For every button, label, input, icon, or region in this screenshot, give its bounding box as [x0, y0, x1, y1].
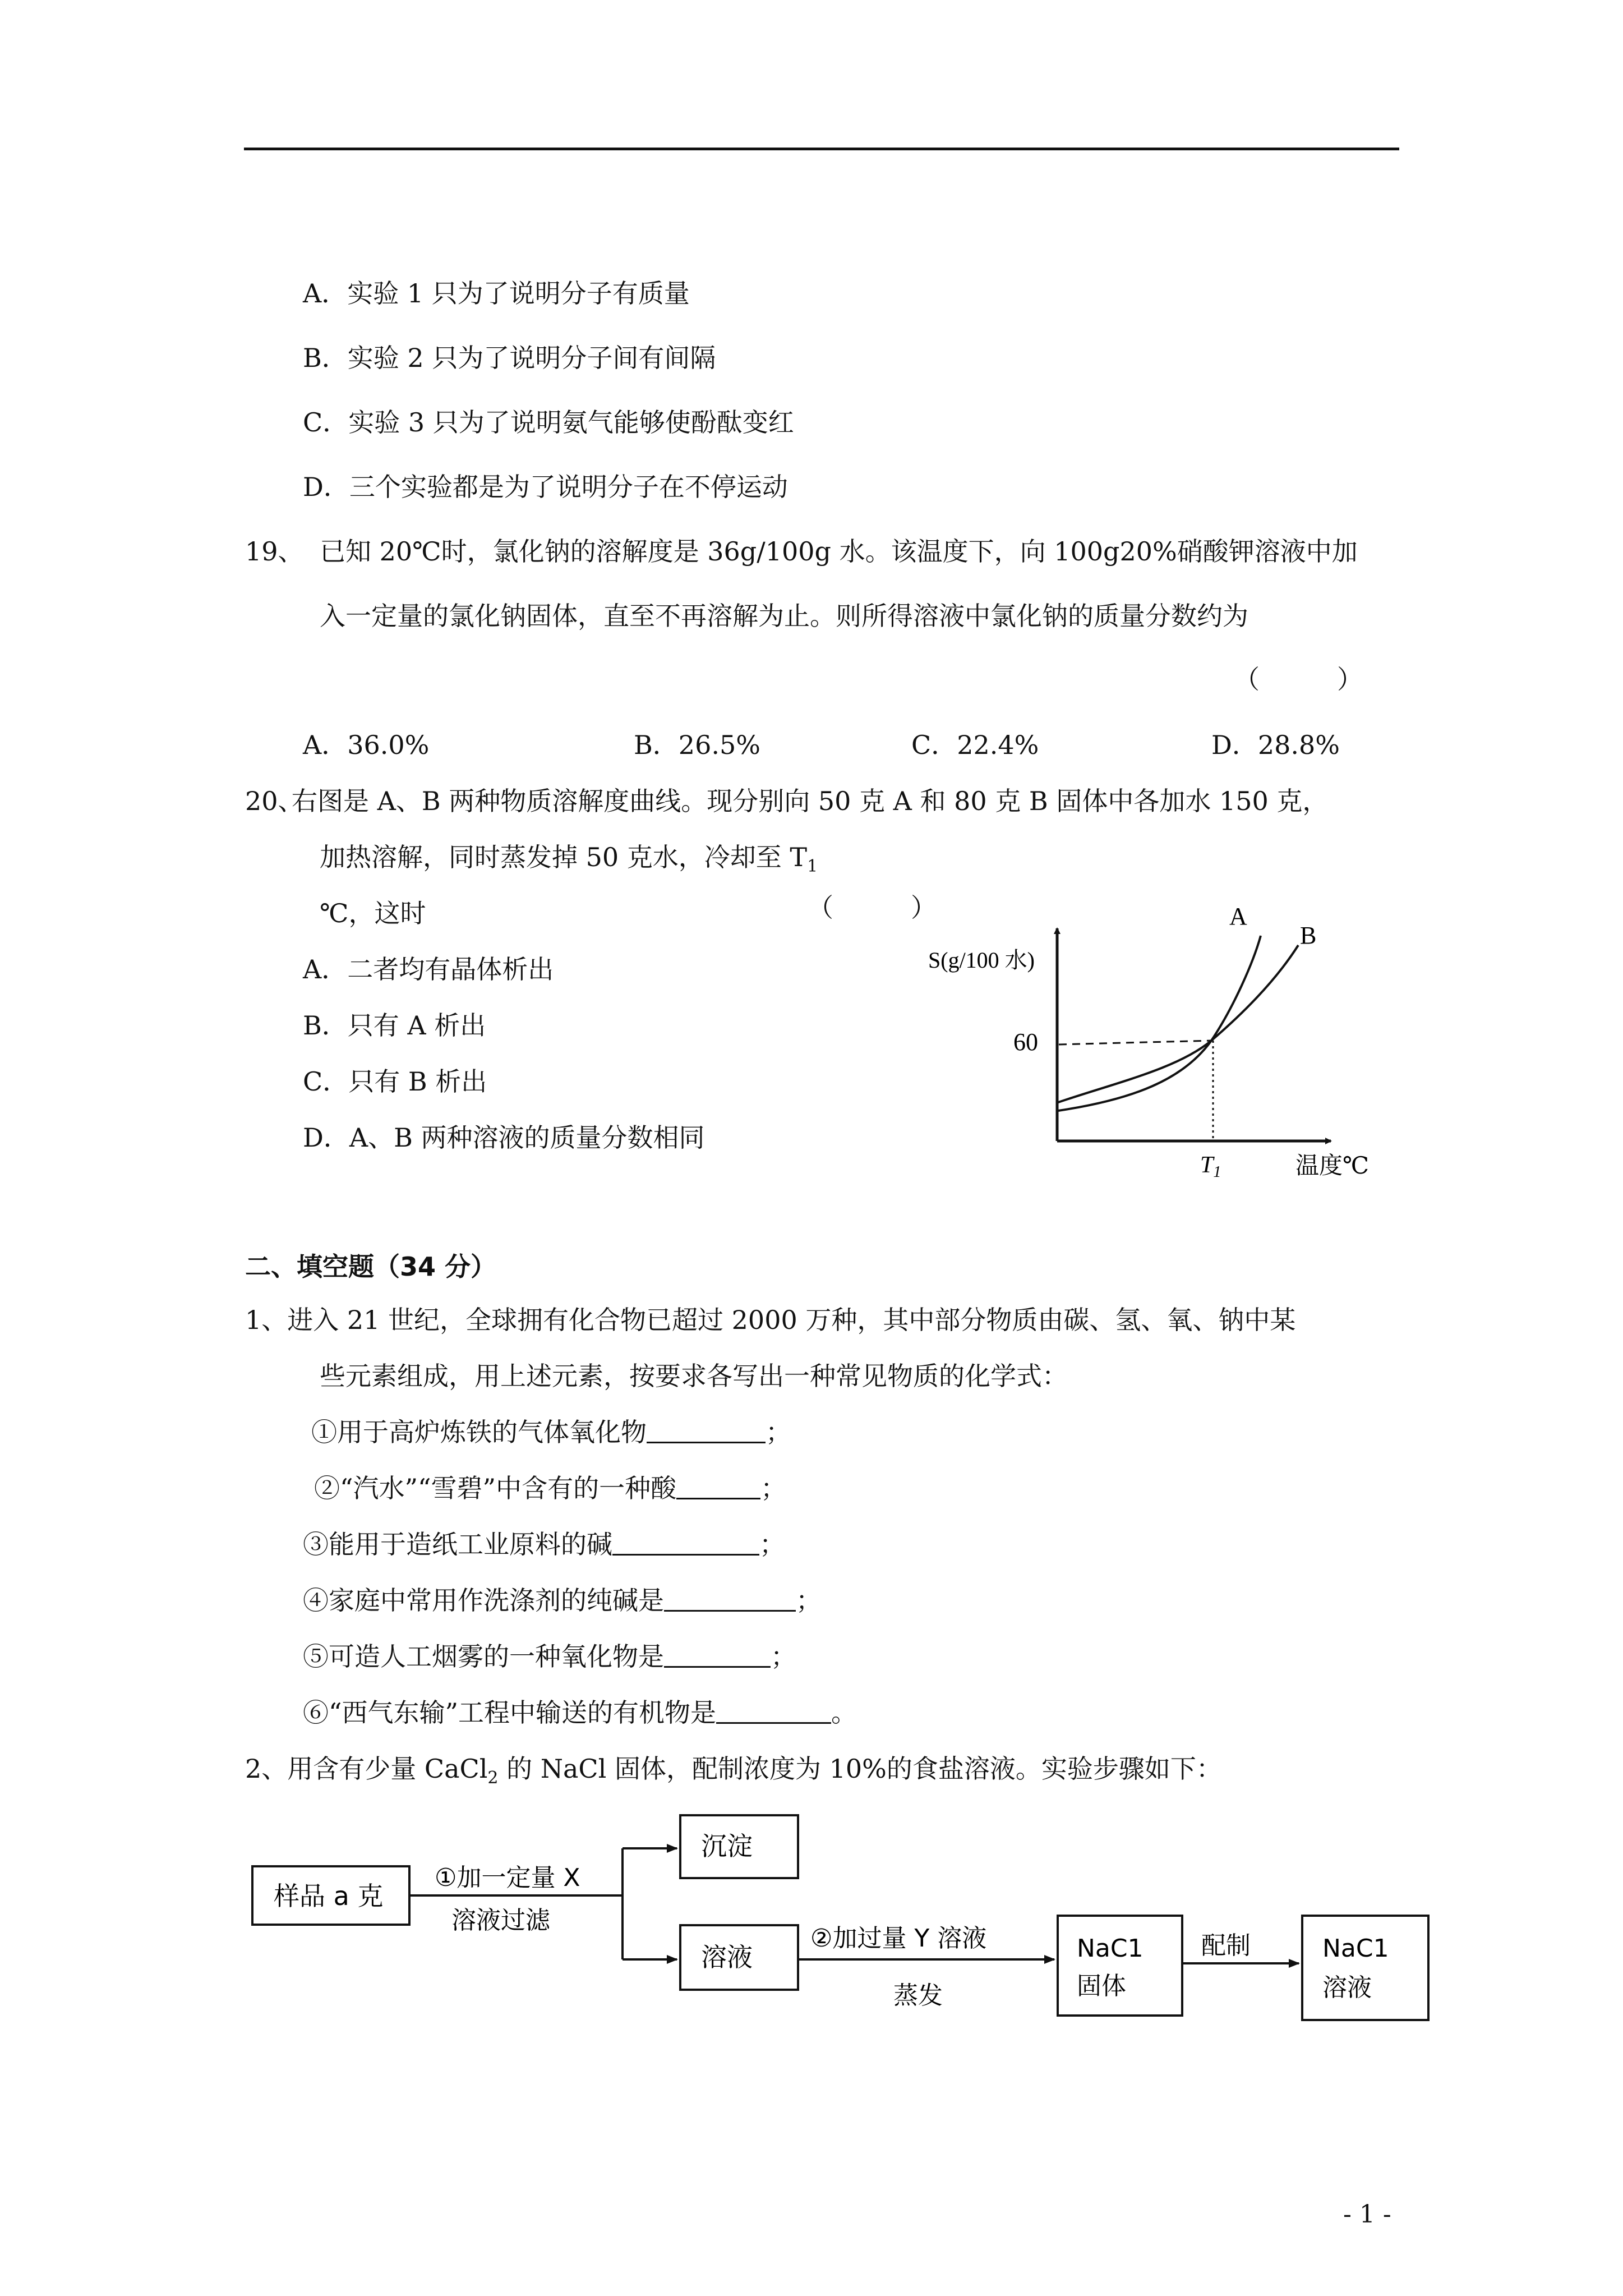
item-6-blank[interactable]: [716, 1697, 831, 1724]
item-1-blank[interactable]: [647, 1417, 766, 1443]
item-1-end: ；: [766, 1417, 791, 1447]
flow-solution-label: 溶液: [701, 1942, 753, 1972]
section2-title: 二、填空题（34 分）: [245, 1251, 497, 1282]
s2-q1-item-2: [314, 1471, 786, 1506]
q20-answer-paren: （ ）: [808, 892, 937, 923]
s2-q1-item-6: [303, 1695, 857, 1730]
item-2-end: ；: [760, 1473, 787, 1503]
flow-final-line2: 溶液: [1322, 1973, 1372, 2002]
q19-answer-paren: （ ）: [1234, 664, 1363, 694]
s2-q1-line1: 1、进入 21 世纪，全球拥有化合物已超过 2000 万种，其中部分物质由碳、氢、氧、钠中某: [245, 1305, 1296, 1335]
flow-solid-line2: 固体: [1077, 1972, 1126, 2000]
flow-solid-line1: NaC1: [1077, 1934, 1144, 1963]
flow-sample-label: 样品 a 克: [274, 1881, 384, 1911]
s2-q1-item-5: [303, 1639, 796, 1674]
item-2-text: ②“汽水”“雪碧”中含有的一种酸: [314, 1473, 677, 1503]
chart-xtick-t1: T1: [1200, 1152, 1221, 1181]
s2-q1-item-1: [311, 1415, 791, 1450]
chart-ylabel: S(g/100 水): [928, 947, 1035, 973]
flow-box-precipitate: [680, 1815, 798, 1878]
flow-box-solution: [680, 1925, 798, 1990]
q20-line3: ℃，这时: [320, 898, 426, 928]
s2-q1-item-3: [303, 1527, 785, 1562]
item-3-text: ③能用于造纸工业原料的碱: [303, 1529, 612, 1559]
item-1-text: ①用于高炉炼铁的气体氧化物: [311, 1417, 647, 1447]
item-5-text: ⑤可造人工烟雾的一种氧化物是: [303, 1641, 664, 1672]
page-number: - 1 -: [1343, 2200, 1391, 2229]
q18-option-c: C．实验 3 只为了说明氨气能够使酚酞变红: [303, 407, 794, 438]
flow-step1-bottom: 溶液过滤: [451, 1906, 550, 1935]
item-5-end: ；: [771, 1641, 796, 1672]
item-4-blank[interactable]: [664, 1585, 796, 1612]
chart-guide-60: [1059, 1041, 1211, 1045]
q19-choice-c: C．22.4%: [911, 730, 1039, 760]
q18-option-d: D．三个实验都是为了说明分子在不停运动: [303, 472, 788, 502]
flow-step2-top: ②加过量 Y 溶液: [810, 1924, 987, 1953]
curve-a: [1058, 936, 1261, 1111]
flow-final-line1: NaC1: [1322, 1934, 1389, 1963]
s2-q1-line2: 些元素组成，用上述元素，按要求各写出一种常见物质的化学式：: [320, 1361, 1068, 1391]
q20-number: 20、: [245, 786, 304, 816]
item-2-blank[interactable]: [676, 1473, 760, 1499]
q18-option-b: B．实验 2 只为了说明分子间有间隔: [303, 343, 716, 373]
curve-b: [1058, 945, 1298, 1102]
q19-choice-d: D．28.8%: [1211, 730, 1340, 760]
q20-option-a: A．二者均有晶体析出: [303, 954, 554, 984]
item-6-end: 。: [831, 1697, 857, 1728]
flow-step2-bottom: 蒸发: [893, 1981, 943, 2010]
chart-ytick-60: 60: [1013, 1028, 1038, 1056]
q2-pre: 2、用含有少量 CaCl: [245, 1754, 488, 1784]
q20-line2-subscript: 1: [807, 857, 818, 876]
item-4-text: ④家庭中常用作洗涤剂的纯碱是: [303, 1585, 664, 1616]
flow-prepare-label: 配制: [1201, 1931, 1251, 1960]
item-6-text: ⑥“西气东输”工程中输送的有机物是: [303, 1697, 717, 1728]
q20-option-c: C．只有 B 析出: [303, 1066, 487, 1097]
q18-option-a: A．实验 1 只为了说明分子有质量: [303, 278, 690, 309]
flowchart: [252, 1815, 1428, 2020]
s2-q2-line: [245, 1751, 1222, 1796]
flow-box-nacl-solution: [1302, 1916, 1428, 2020]
series-label-b: B: [1300, 922, 1317, 949]
series-label-a: A: [1229, 903, 1247, 930]
flow-precipitate-label: 沉淀: [701, 1831, 753, 1861]
s2-q1-item-4: [303, 1583, 822, 1618]
q19-line2: 入一定量的氯化钠固体，直至不再溶解为止。则所得溶液中氯化钠的质量分数约为: [320, 601, 1248, 631]
q2-post: 的 NaCl 固体，配制浓度为 10%的食盐溶液。实验步骤如下：: [498, 1754, 1222, 1784]
q20-option-d: D．A、B 两种溶液的质量分数相同: [303, 1122, 705, 1153]
q20-line1: 右图是 A、B 两种物质溶解度曲线。现分别向 50 克 A 和 80 克 B 固体中各加水 150 克，: [292, 786, 1329, 816]
flow-box-sample: [252, 1866, 409, 1925]
chart-xlabel: 温度℃: [1295, 1153, 1369, 1179]
item-4-end: ；: [796, 1585, 822, 1616]
item-3-end: ；: [759, 1529, 785, 1559]
flow-step1-top: ①加一定量 X: [435, 1864, 580, 1892]
item-5-blank[interactable]: [664, 1641, 771, 1668]
q20-line2-text: 加热溶解，同时蒸发掉 50 克水，冷却至 T: [320, 842, 808, 872]
header-rule: [244, 148, 1399, 150]
q19-line1: 已知 20℃时，氯化钠的溶解度是 36g/100g 水。该温度下，向 100g20%硝酸钾溶液中加: [320, 536, 1358, 567]
q19-choice-a: A．36.0%: [303, 730, 430, 760]
q2-subscript: 2: [487, 1768, 499, 1788]
q20-line2: [320, 840, 818, 884]
q19-choice-b: B．26.5%: [634, 730, 760, 760]
q19-number: 19、: [245, 536, 304, 567]
item-3-blank[interactable]: [612, 1529, 759, 1556]
q20-option-b: B．只有 A 析出: [303, 1010, 486, 1041]
flow-box-nacl-solid: [1058, 1916, 1182, 2016]
